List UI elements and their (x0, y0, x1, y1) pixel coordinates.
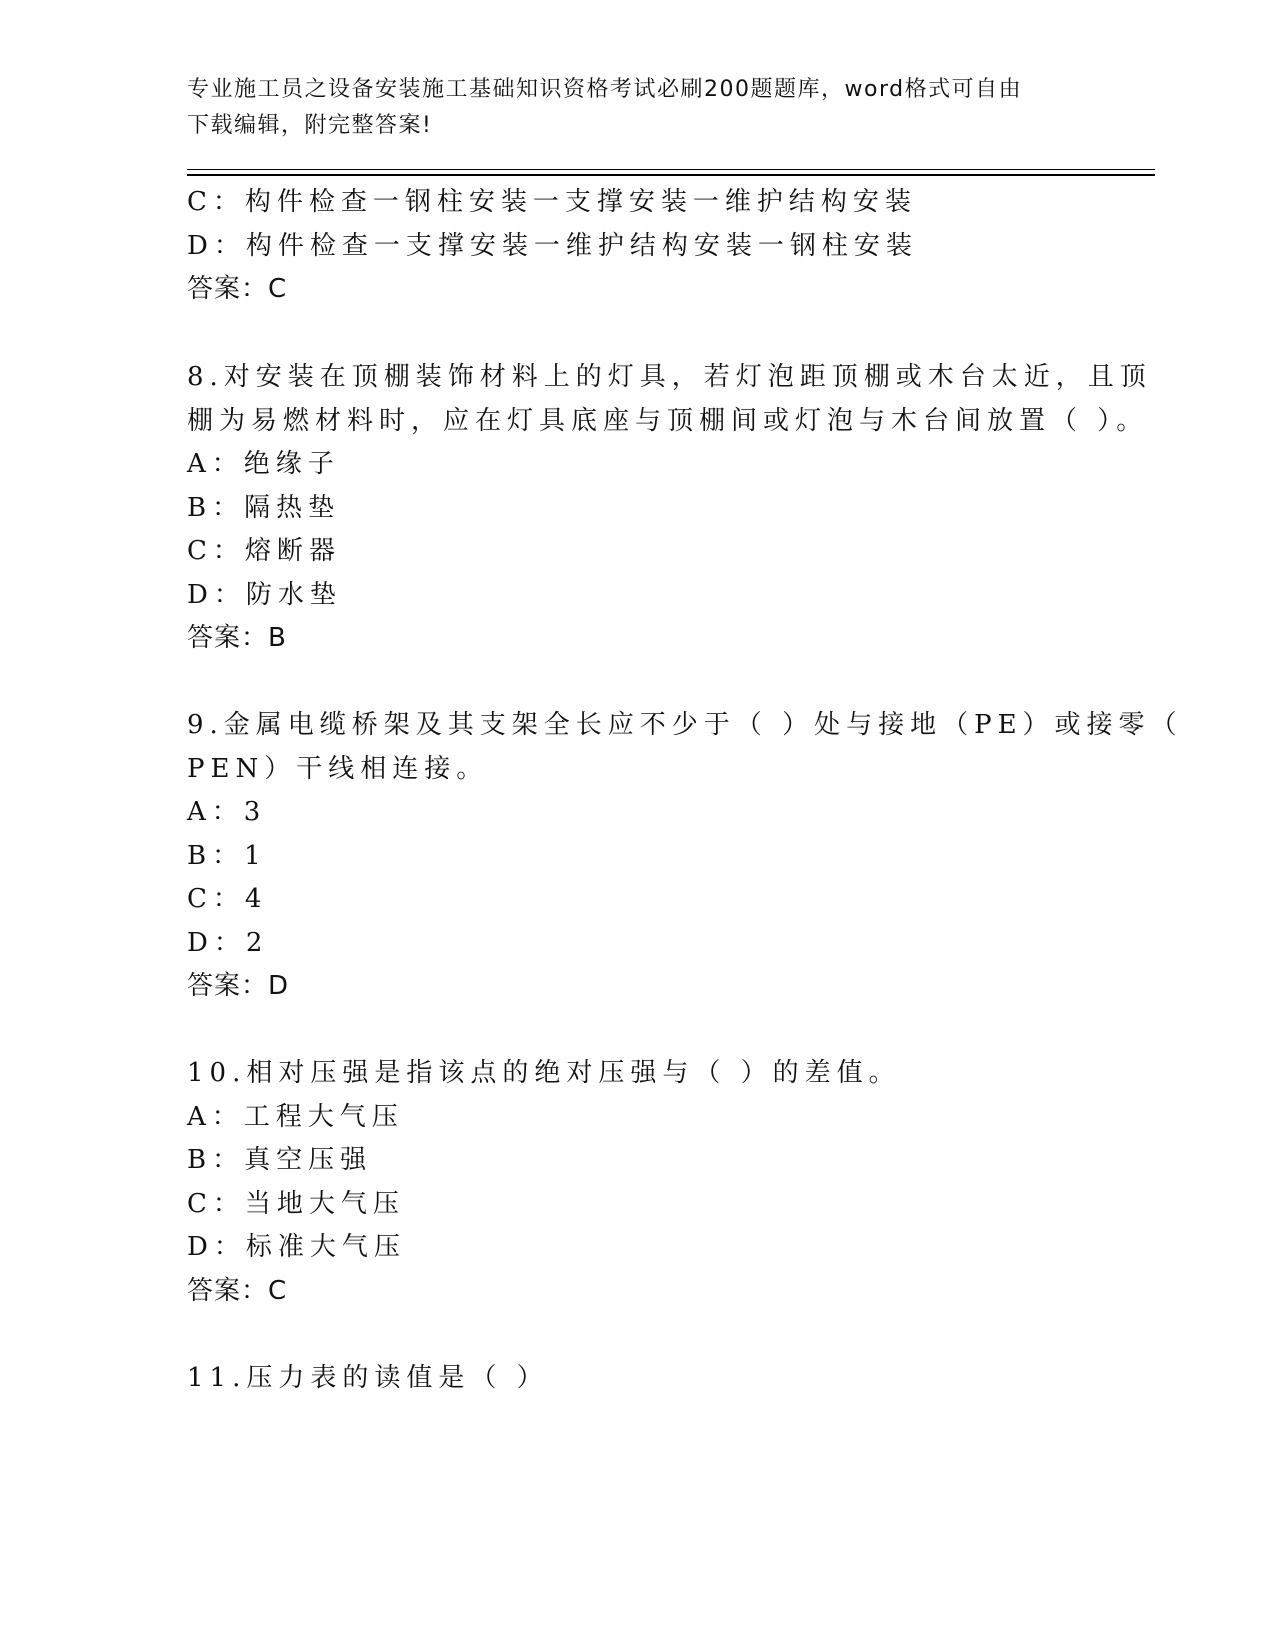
header-rule-thick (187, 174, 1155, 176)
q8-stem-line-2: 棚为易燃材料时，应在灯具底座与顶棚间或灯泡与木台间放置（ ）。 (187, 406, 1149, 436)
q9-stem-line-2: PEN）干线相连接。 (187, 754, 489, 784)
q8-answer: 答案：B (187, 623, 287, 653)
q9-answer: 答案：D (187, 971, 290, 1001)
prev-question-option-c: C：构件检查一钢柱安装一支撑安装一维护结构安装 (187, 187, 917, 217)
q10-stem-line-1: 10.相对压强是指该点的绝对压强与（ ）的差值。 (187, 1058, 901, 1088)
header-rule-thin (187, 169, 1155, 170)
header-line-1: 专业施工员之设备安装施工基础知识资格考试必刷200题题库，word格式可自由 (187, 77, 1023, 102)
q9-option-c: C：4 (187, 884, 268, 914)
q11-stem-line-1: 11.压力表的读值是（ ） (187, 1363, 549, 1393)
q9-option-b: B：1 (187, 841, 267, 871)
q9-option-d: D：2 (187, 928, 269, 958)
q10-answer: 答案：C (187, 1276, 288, 1306)
q8-option-c: C：熔断器 (187, 536, 341, 566)
prev-question-option-d: D：构件检查一支撑安装一维护结构安装一钢柱安装 (187, 231, 918, 261)
q10-option-d: D：标准大气压 (187, 1232, 406, 1262)
prev-question-answer: 答案：C (187, 274, 288, 304)
q9-option-a: A：3 (187, 797, 267, 827)
q10-option-a: A：工程大气压 (187, 1102, 404, 1132)
q8-option-d: D：防水垫 (187, 580, 342, 610)
q9-stem-line-1: 9.金属电缆桥架及其支架全长应不少于（ ）处与接地（PE）或接零（ (187, 710, 1183, 740)
q8-stem-line-1: 8.对安装在顶棚装饰材料上的灯具，若灯泡距顶棚或木台太近，且顶 (187, 362, 1152, 392)
document-header (187, 72, 1067, 144)
q10-option-c: C：当地大气压 (187, 1189, 405, 1219)
q8-option-a: A：绝缘子 (187, 449, 340, 479)
q8-option-b: B：隔热垫 (187, 493, 341, 523)
q10-option-b: B：真空压强 (187, 1145, 373, 1175)
header-line-2: 下载编辑，附完整答案! (187, 113, 433, 138)
